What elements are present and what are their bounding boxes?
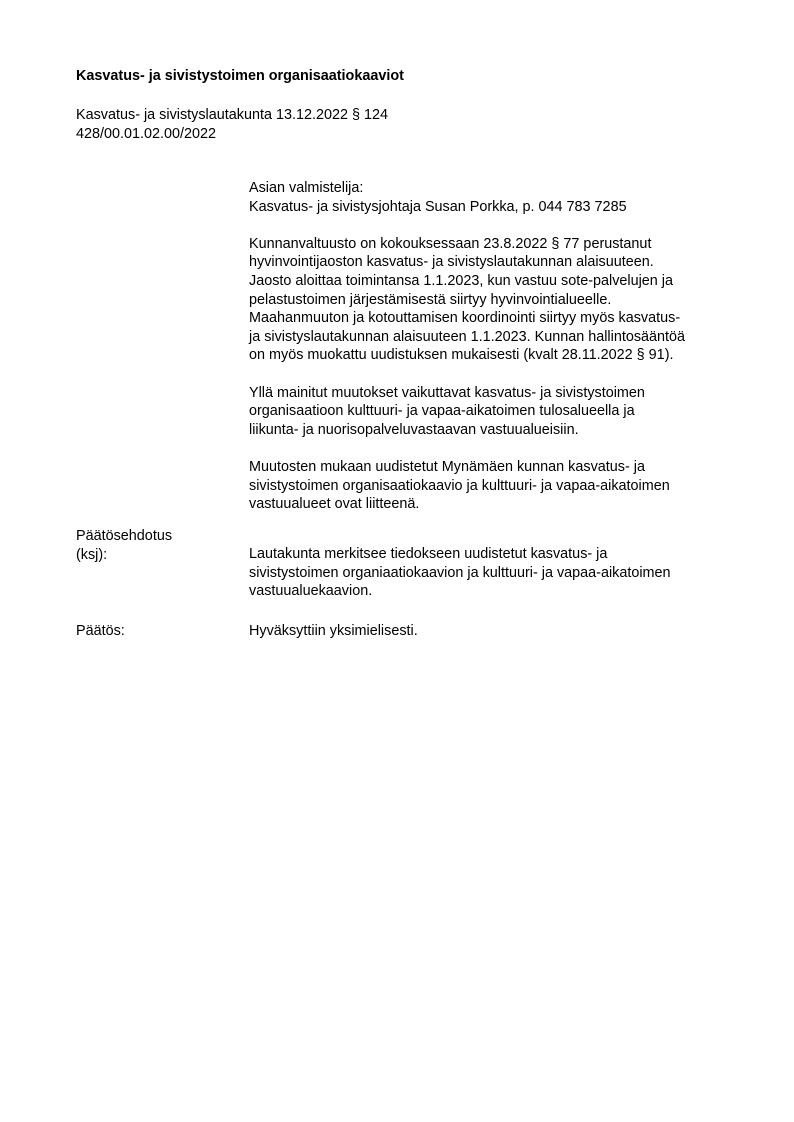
proposal-label-line1: Päätösehdotus (76, 528, 173, 544)
paragraph-line: Kunnanvaltuusto on kokouksessaan 23.8.2022 § 77 perustanut (249, 235, 652, 252)
proposal-line: Lautakunta merkitsee tiedokseen uudistetut kasvatus- ja (249, 546, 608, 562)
paragraph-line: pelastustoimen järjestämisestä siirtyy hyvinvointialueelle. (249, 291, 612, 308)
paragraph-1 (249, 235, 749, 365)
reference-number: 428/00.01.02.00/2022 (76, 125, 217, 142)
preparer-block (249, 179, 749, 216)
preparer-name: Kasvatus- ja sivistysjohtaja Susan Porkka, p. 044 783 7285 (249, 198, 627, 215)
decision-label: Päätös: (76, 623, 125, 639)
decision-text: Hyväksyttiin yksimielisesti. (249, 623, 418, 639)
proposal-label-line2: (ksj): (76, 546, 108, 563)
paragraph-3 (249, 458, 749, 514)
paragraph-line: Maahanmuuton ja kotouttamisen koordinointi siirtyy myös kasvatus- (249, 310, 681, 327)
proposal-line: sivistystoimen organiaatiokaavion ja kulttuuri- ja vapaa-aikatoimen (249, 564, 671, 581)
document-meta (76, 106, 388, 143)
proposal-line: vastuualuekaavion. (249, 583, 373, 600)
proposal-text (249, 545, 671, 601)
paragraph-line: Yllä mainitut muutokset vaikuttavat kasvatus- ja sivistystoimen (249, 384, 645, 401)
document-title: Kasvatus- ja sivistystoimen organisaatiokaaviot (76, 68, 404, 84)
paragraph-line: organisaatioon kulttuuri- ja vapaa-aikatoimen tulosalueella ja (249, 403, 635, 420)
paragraph-line: sivistystoimen organisaatiokaavio ja kulttuuri- ja vapaa-aikatoimen (249, 477, 670, 494)
proposal-label (76, 527, 172, 564)
paragraph-line: hyvinvointijaoston kasvatus- ja sivistyslautakunnan alaisuuteen. (249, 254, 654, 271)
paragraph-2 (249, 384, 749, 440)
paragraph-line: liikunta- ja nuorisopalveluvastaavan vastuualueisiin. (249, 421, 579, 438)
board-meeting-line: Kasvatus- ja sivistyslautakunta 13.12.2022 § 124 (76, 107, 388, 123)
paragraph-line: Jaosto aloittaa toimintansa 1.1.2023, kun vastuu sote-palvelujen ja (249, 272, 673, 289)
paragraph-line: vastuualueet ovat liitteenä. (249, 496, 420, 513)
document-body (249, 179, 749, 532)
paragraph-line: Muutosten mukaan uudistetut Mynämäen kunnan kasvatus- ja (249, 458, 645, 475)
paragraph-line: on myös muokattu uudistuksen mukaisesti (kvalt 28.11.2022 § 91). (249, 347, 674, 364)
paragraph-line: ja sivistyslautakunnan alaisuuteen 1.1.2023. Kunnan hallintosääntöä (249, 328, 686, 345)
preparer-heading: Asian valmistelija: (249, 180, 364, 196)
